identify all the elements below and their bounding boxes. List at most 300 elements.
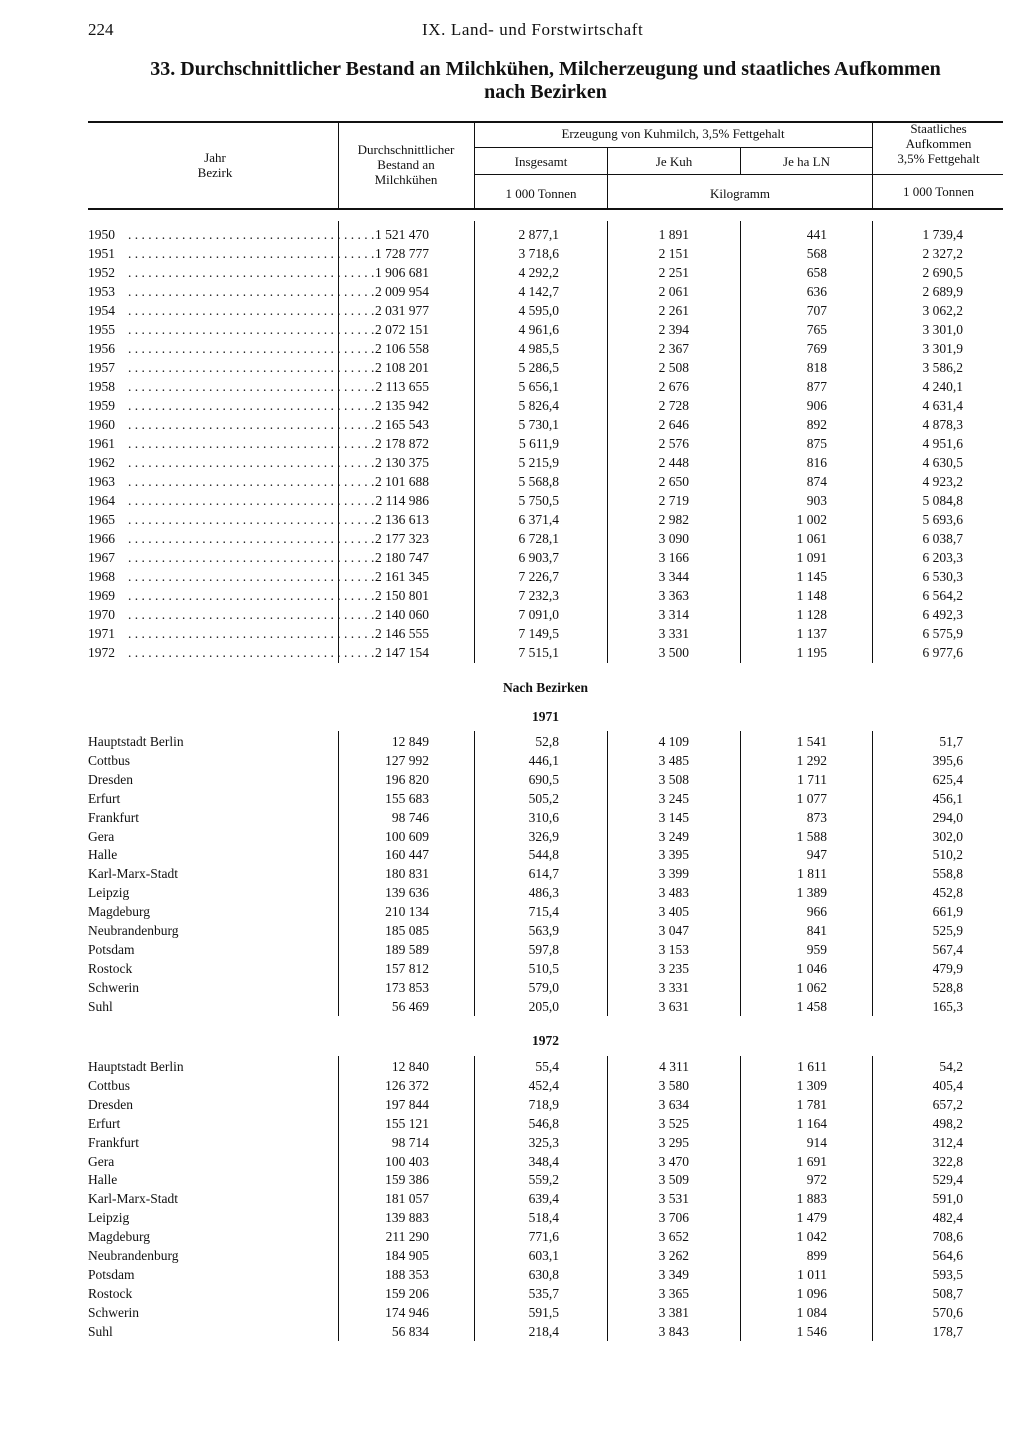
table-row: [88, 244, 1003, 263]
je-ha-cell: 1 164: [796, 1115, 827, 1131]
insgesamt-cell: 4 985,5: [518, 341, 559, 356]
je-ha-cell: 1 479: [796, 1210, 827, 1226]
insgesamt-cell: 325,3: [528, 1134, 559, 1150]
je-kuh-cell: 3 047: [658, 923, 689, 938]
aufkommen-cell: 54,2: [939, 1059, 963, 1074]
table-row: [88, 548, 1003, 567]
table-row: [88, 529, 1003, 548]
insgesamt-cell: 5 826,4: [518, 398, 559, 413]
table-row: [88, 978, 1003, 997]
aufkommen-cell: 661,9: [932, 904, 963, 920]
je-kuh-cell: 3 399: [658, 866, 689, 882]
insgesamt-cell: 591,5: [528, 1304, 559, 1320]
bestand-cell: 197 844: [385, 1096, 429, 1112]
je-ha-cell: 1 691: [796, 1153, 827, 1169]
bestand-cell: 173 853: [385, 979, 429, 995]
je-kuh-cell: 3 153: [658, 941, 689, 957]
insgesamt-cell: 55,4: [535, 1059, 559, 1074]
header-aufkommen: Staatliches Aufkommen 3,5% Fettgehalt: [897, 121, 980, 166]
header-unit-tonnen2: 1 000 Tonnen: [902, 184, 975, 199]
je-kuh-cell: 3 395: [658, 847, 689, 863]
aufkommen-cell: 558,8: [932, 866, 963, 882]
je-ha-cell: 959: [806, 941, 827, 957]
je-ha-cell: 1 148: [796, 588, 827, 603]
row-year: 1967 . . . . . . . . . . . . . . . . . . . . . . . . . . . . . . . . . . . . .: [88, 550, 375, 565]
je-ha-cell: 1 292: [796, 752, 827, 768]
table-row: [88, 921, 1003, 940]
row-bezirk: Schwerin . . .: [88, 978, 324, 997]
aufkommen-cell: 165,3: [932, 998, 963, 1014]
aufkommen-cell: 479,9: [932, 960, 963, 976]
row-year: 1972 . . . . . . . . . . . . . . . . . . . . . . . . . . . . . . . . . . . . .: [88, 645, 375, 660]
row-year: 1954 . . . . . . . . . . . . . . . . . . . . . . . . . . . . . . . . . . . . .: [88, 303, 375, 318]
je-ha-cell: 914: [806, 1134, 827, 1150]
table-row: [88, 1208, 1003, 1227]
je-kuh-cell: 3 470: [658, 1153, 689, 1169]
table-row: [88, 732, 1003, 751]
je-kuh-cell: 3 344: [658, 569, 689, 584]
table-row: [88, 282, 1003, 301]
insgesamt-cell: 7 149,5: [518, 626, 559, 641]
aufkommen-cell: 6 203,3: [922, 550, 963, 565]
je-kuh-cell: 1 891: [658, 227, 689, 242]
je-ha-cell: 818: [806, 360, 827, 375]
insgesamt-cell: 6 371,4: [518, 512, 559, 527]
header-unit-kg: Kilogramm: [710, 186, 770, 201]
aufkommen-cell: 6 530,3: [922, 569, 963, 584]
aufkommen-cell: 4 951,6: [922, 436, 963, 451]
je-ha-cell: 707: [806, 303, 827, 318]
insgesamt-cell: 5 286,5: [518, 360, 559, 375]
bestand-cell: 2 101 688: [375, 474, 429, 489]
bestand-cell: 12 849: [391, 734, 429, 749]
row-bezirk: Cottbus . . .: [88, 751, 324, 770]
row-bezirk: Hauptstadt Berlin . . .: [88, 1057, 324, 1076]
je-kuh-cell: 3 508: [658, 771, 689, 787]
row-year: 1963 . . . . . . . . . . . . . . . . . . . . . . . . . . . . . . . . . . . . .: [88, 474, 375, 489]
aufkommen-cell: 452,8: [932, 885, 963, 901]
row-year: 1961 . . . . . . . . . . . . . . . . . . . . . . . . . . . . . . . . . . . . .: [88, 436, 375, 451]
bestand-cell: 98 714: [391, 1134, 429, 1150]
bestand-cell: 2 146 555: [375, 626, 429, 641]
table-row: [88, 567, 1003, 586]
je-ha-cell: 1 541: [796, 734, 827, 749]
je-kuh-cell: 3 145: [658, 809, 689, 825]
insgesamt-cell: 5 656,1: [518, 379, 559, 394]
table-row: [88, 415, 1003, 434]
je-kuh-cell: 4 311: [659, 1059, 689, 1074]
aufkommen-cell: 564,6: [932, 1248, 963, 1263]
insgesamt-cell: 52,8: [535, 734, 559, 749]
header-jahr-bezirk: Jahr Bezirk: [197, 150, 233, 180]
table-row: [88, 997, 1003, 1016]
row-bezirk: Frankfurt . . .: [88, 808, 324, 827]
aufkommen-cell: 294,0: [932, 809, 963, 825]
je-kuh-cell: 3 634: [658, 1096, 689, 1112]
je-kuh-cell: 2 394: [658, 322, 689, 337]
header-divider-3: [607, 147, 608, 209]
insgesamt-cell: 6 728,1: [518, 531, 559, 546]
je-ha-cell: 873: [806, 809, 827, 825]
aufkommen-cell: 2 690,5: [922, 265, 963, 280]
table-row: [88, 586, 1003, 605]
table-row: [88, 358, 1003, 377]
aufkommen-cell: 657,2: [932, 1096, 963, 1112]
aufkommen-cell: 625,4: [932, 771, 963, 787]
je-kuh-cell: 2 650: [658, 474, 689, 489]
je-ha-cell: 1 389: [796, 885, 827, 901]
header-divider-5: [872, 121, 873, 209]
insgesamt-cell: 718,9: [528, 1096, 559, 1112]
je-ha-cell: 1 309: [796, 1077, 827, 1093]
table-row: [88, 491, 1003, 510]
bestand-cell: 2 150 801: [375, 588, 429, 603]
section-label-1971: 1971: [532, 709, 559, 724]
je-ha-cell: 769: [806, 341, 827, 356]
aufkommen-cell: 529,4: [932, 1172, 963, 1188]
bestand-cell: 56 469: [391, 998, 429, 1014]
insgesamt-cell: 559,2: [528, 1172, 559, 1188]
je-ha-cell: 1 002: [796, 512, 827, 527]
bestand-cell: 2 177 323: [375, 531, 429, 546]
insgesamt-cell: 4 142,7: [518, 284, 559, 299]
aufkommen-cell: 6 038,7: [922, 531, 963, 546]
insgesamt-cell: 5 750,5: [518, 493, 559, 508]
row-bezirk: Erfurt . . .: [88, 1114, 324, 1133]
table-row: [88, 301, 1003, 320]
je-ha-cell: 1 711: [797, 771, 827, 787]
aufkommen-cell: 5 693,6: [922, 512, 963, 527]
je-ha-cell: 875: [806, 436, 827, 451]
table-row: [88, 864, 1003, 883]
insgesamt-cell: 4 961,6: [518, 322, 559, 337]
table-row: [88, 377, 1003, 396]
row-year: 1962 . . . . . . . . . . . . . . . . . . . . . . . . . . . . . . . . . . . . .: [88, 455, 375, 470]
aufkommen-cell: 6 564,2: [922, 588, 963, 603]
je-ha-cell: 1 546: [796, 1323, 827, 1339]
bestand-cell: 196 820: [385, 771, 429, 787]
insgesamt-cell: 5 215,9: [518, 455, 559, 470]
je-kuh-cell: 2 719: [658, 493, 689, 508]
table-row: [88, 1265, 1003, 1284]
je-ha-cell: 1 077: [796, 790, 827, 806]
aufkommen-cell: 312,4: [932, 1134, 963, 1150]
je-ha-cell: 906: [806, 398, 827, 413]
je-kuh-cell: 2 728: [658, 398, 689, 413]
aufkommen-cell: 591,0: [932, 1191, 963, 1207]
table-row: [88, 808, 1003, 827]
bestand-cell: 189 589: [385, 941, 429, 957]
aufkommen-cell: 1 739,4: [922, 227, 963, 242]
je-kuh-cell: 3 652: [658, 1229, 689, 1245]
row-bezirk: Rostock . . .: [88, 1284, 324, 1303]
je-kuh-cell: 3 331: [658, 626, 689, 641]
je-kuh-cell: 2 676: [658, 379, 689, 394]
bestand-cell: 56 834: [391, 1323, 429, 1339]
header-bottom-rule: [88, 208, 1003, 210]
row-bezirk: Potsdam . . .: [88, 940, 324, 959]
bestand-cell: 185 085: [385, 923, 429, 938]
header-insgesamt: Insgesamt: [514, 154, 568, 169]
aufkommen-cell: 302,0: [932, 828, 963, 844]
insgesamt-cell: 518,4: [528, 1210, 559, 1226]
je-kuh-cell: 3 245: [658, 790, 689, 806]
row-year: 1950 . . . . . . . . . . . . . . . . . . . . . . . . . . . . . . . . . . . . .: [88, 227, 375, 242]
je-kuh-cell: 3 363: [658, 588, 689, 603]
bestand-cell: 127 992: [385, 752, 429, 768]
table-row: [88, 624, 1003, 643]
bestand-cell: 1 521 470: [375, 227, 429, 242]
je-ha-cell: 568: [806, 246, 827, 261]
header-unit-tonnen: 1 000 Tonnen: [505, 186, 577, 201]
je-ha-cell: 1 811: [797, 866, 827, 882]
table-row: [88, 1246, 1003, 1265]
aufkommen-cell: 5 084,8: [922, 493, 963, 508]
row-bezirk: Hauptstadt Berlin . . .: [88, 732, 324, 751]
table-row: [88, 396, 1003, 415]
insgesamt-cell: 7 091,0: [518, 607, 559, 622]
table-row: [88, 845, 1003, 864]
insgesamt-cell: 5 730,1: [518, 417, 559, 432]
row-bezirk: Magdeburg . . .: [88, 1227, 324, 1246]
insgesamt-cell: 5 568,8: [518, 474, 559, 489]
je-ha-cell: 1 096: [796, 1285, 827, 1301]
table-row: [88, 1076, 1003, 1095]
aufkommen-cell: 510,2: [932, 847, 963, 863]
aufkommen-cell: 525,9: [932, 923, 963, 938]
table-row: [88, 339, 1003, 358]
aufkommen-cell: 405,4: [932, 1077, 963, 1093]
bestand-cell: 180 831: [385, 866, 429, 882]
insgesamt-cell: 205,0: [528, 998, 559, 1014]
bestand-cell: 2 113 655: [375, 379, 429, 394]
table-row: [88, 1095, 1003, 1114]
aufkommen-cell: 3 062,2: [922, 303, 963, 318]
insgesamt-cell: 2 877,1: [518, 227, 559, 242]
je-kuh-cell: 3 314: [658, 607, 689, 622]
insgesamt-cell: 446,1: [528, 752, 559, 768]
row-year: 1966 . . . . . . . . . . . . . . . . . . . . . . . . . . . . . . . . . . . . .: [88, 531, 375, 546]
insgesamt-cell: 7 515,1: [518, 645, 559, 660]
insgesamt-cell: 639,4: [528, 1191, 559, 1207]
je-ha-cell: 1 883: [796, 1191, 827, 1207]
je-kuh-cell: 2 508: [658, 360, 689, 375]
aufkommen-cell: 6 977,6: [922, 645, 963, 660]
row-bezirk: Neubrandenburg . . .: [88, 1246, 324, 1265]
row-year: 1952 . . . . . . . . . . . . . . . . . . . . . . . . . . . . . . . . . . . . .: [88, 265, 375, 280]
aufkommen-cell: 178,7: [932, 1323, 963, 1339]
bestand-cell: 2 136 613: [375, 512, 429, 527]
bestand-cell: 155 683: [385, 790, 429, 806]
bestand-cell: 126 372: [385, 1077, 429, 1093]
bestand-cell: 2 178 872: [375, 436, 429, 451]
aufkommen-cell: 51,7: [939, 734, 963, 749]
table-row: [88, 225, 1003, 244]
table-row: [88, 1133, 1003, 1152]
row-year: 1970 . . . . . . . . . . . . . . . . . . . . . . . . . . . . . . . . . . . . .: [88, 607, 375, 622]
aufkommen-cell: 395,6: [932, 752, 963, 768]
table-row: [88, 883, 1003, 902]
row-bezirk: Suhl . . .: [88, 997, 324, 1016]
bestand-cell: 2 161 345: [375, 569, 429, 584]
bestand-cell: 174 946: [385, 1304, 429, 1320]
table-title-line2: nach Bezirken: [484, 81, 607, 103]
je-kuh-cell: 3 580: [658, 1077, 689, 1093]
table-row: [88, 510, 1003, 529]
je-ha-cell: 899: [806, 1248, 827, 1263]
table-row: [88, 770, 1003, 789]
row-year: 1965 . . . . . . . . . . . . . . . . . . . . . . . . . . . . . . . . . . . . .: [88, 512, 375, 527]
table-row: [88, 940, 1003, 959]
row-year: 1956 . . . . . . . . . . . . . . . . . . . . . . . . . . . . . . . . . . . . .: [88, 341, 375, 356]
je-kuh-cell: 3 631: [658, 998, 689, 1014]
insgesamt-cell: 326,9: [528, 828, 559, 844]
row-bezirk: Schwerin . . .: [88, 1303, 324, 1322]
row-year: 1969 . . . . . . . . . . . . . . . . . . . . . . . . . . . . . . . . . . . . .: [88, 588, 375, 603]
je-ha-cell: 1 128: [796, 607, 827, 622]
table-row: [88, 1284, 1003, 1303]
bestand-cell: 2 165 543: [375, 417, 429, 432]
row-bezirk: Dresden . . .: [88, 1095, 324, 1114]
table-row: [88, 751, 1003, 770]
bestand-cell: 2 114 986: [375, 493, 429, 508]
row-bezirk: Dresden . . .: [88, 770, 324, 789]
aufkommen-cell: 593,5: [932, 1266, 963, 1282]
je-ha-cell: 658: [806, 265, 827, 280]
aufkommen-cell: 456,1: [932, 790, 963, 806]
je-ha-cell: 966: [806, 904, 827, 920]
row-bezirk: Neubrandenburg . . .: [88, 921, 324, 940]
table-title: [88, 58, 1003, 104]
je-kuh-cell: 3 381: [658, 1304, 689, 1320]
header-bestand: Durchschnittlicher Bestand an Milchkühen: [357, 142, 455, 187]
header-divider-2: [474, 121, 475, 209]
aufkommen-cell: 567,4: [932, 941, 963, 957]
row-bezirk: Gera . . .: [88, 1152, 324, 1171]
aufkommen-cell: 570,6: [932, 1304, 963, 1320]
je-kuh-cell: 2 448: [658, 455, 689, 470]
je-ha-cell: 816: [806, 455, 827, 470]
je-ha-cell: 1 588: [796, 828, 827, 844]
je-ha-cell: 1 062: [796, 979, 827, 995]
insgesamt-cell: 310,6: [528, 809, 559, 825]
bestand-cell: 2 180 747: [375, 550, 429, 565]
table-row: [88, 1227, 1003, 1246]
row-bezirk: Leipzig . . .: [88, 1208, 324, 1227]
je-kuh-cell: 2 261: [658, 303, 689, 318]
insgesamt-cell: 690,5: [528, 771, 559, 787]
je-kuh-cell: 3 349: [658, 1266, 689, 1282]
je-kuh-cell: 3 262: [658, 1248, 689, 1263]
je-ha-cell: 765: [806, 322, 827, 337]
insgesamt-cell: 3 718,6: [518, 246, 559, 261]
je-ha-cell: 877: [806, 379, 827, 394]
row-bezirk: Halle . . .: [88, 1170, 324, 1189]
table-row: [88, 789, 1003, 808]
row-year: 1953 . . . . . . . . . . . . . . . . . . . . . . . . . . . . . . . . . . . . .: [88, 284, 375, 299]
je-kuh-cell: 2 367: [658, 341, 689, 356]
page-header: [88, 20, 994, 46]
insgesamt-cell: 630,8: [528, 1266, 559, 1282]
aufkommen-cell: 3 301,0: [922, 322, 963, 337]
je-kuh-cell: 3 405: [658, 904, 689, 920]
row-bezirk: Gera . . .: [88, 827, 324, 846]
header-divider-1: [338, 121, 339, 209]
row-bezirk: Magdeburg . . .: [88, 902, 324, 921]
header-divider-4: [740, 147, 741, 175]
aufkommen-cell: 528,8: [932, 979, 963, 995]
je-kuh-cell: 2 251: [658, 265, 689, 280]
je-kuh-cell: 3 166: [658, 550, 689, 565]
row-bezirk: Frankfurt . . .: [88, 1133, 324, 1152]
insgesamt-cell: 5 611,9: [519, 436, 559, 451]
je-ha-cell: 947: [806, 847, 827, 863]
insgesamt-cell: 715,4: [528, 904, 559, 920]
table-row: [88, 605, 1003, 624]
bestand-cell: 12 840: [391, 1059, 429, 1074]
insgesamt-cell: 614,7: [528, 866, 559, 882]
bestand-cell: 2 009 954: [375, 284, 429, 299]
row-year: 1957 . . . . . . . . . . . . . . . . . . . . . . . . . . . . . . . . . . . . .: [88, 360, 375, 375]
je-ha-cell: 1 145: [796, 569, 827, 584]
je-kuh-cell: 3 525: [658, 1115, 689, 1131]
je-kuh-cell: 3 483: [658, 885, 689, 901]
je-kuh-cell: 3 365: [658, 1285, 689, 1301]
insgesamt-cell: 535,7: [528, 1285, 559, 1301]
je-ha-cell: 903: [806, 493, 827, 508]
row-year: 1971 . . . . . . . . . . . . . . . . . . . . . . . . . . . . . . . . . . . . .: [88, 626, 375, 641]
bestand-cell: 1 906 681: [375, 265, 429, 280]
row-bezirk: Erfurt . . .: [88, 789, 324, 808]
je-kuh-cell: 3 531: [658, 1191, 689, 1207]
aufkommen-cell: 708,6: [932, 1229, 963, 1245]
row-bezirk: Potsdam . . .: [88, 1265, 324, 1284]
je-kuh-cell: 2 576: [658, 436, 689, 451]
insgesamt-cell: 7 226,7: [518, 569, 559, 584]
je-kuh-cell: 3 500: [658, 645, 689, 660]
insgesamt-cell: 603,1: [528, 1248, 559, 1263]
aufkommen-cell: 2 689,9: [922, 284, 963, 299]
insgesamt-cell: 4 595,0: [518, 303, 559, 318]
je-ha-cell: 1 011: [797, 1266, 827, 1282]
bestand-cell: 2 031 977: [375, 303, 429, 318]
bestand-cell: 211 290: [385, 1229, 429, 1245]
chapter-title: IX. Land- und Forstwirtschaft: [422, 20, 644, 39]
bestand-cell: 100 609: [385, 828, 429, 844]
header-rule-erzeugung: [474, 147, 872, 148]
row-bezirk: Karl-Marx-Stadt . . .: [88, 864, 324, 883]
insgesamt-cell: 505,2: [528, 790, 559, 806]
table-row: [88, 453, 1003, 472]
aufkommen-cell: 3 301,9: [922, 341, 963, 356]
bestand-cell: 2 130 375: [375, 455, 429, 470]
bestand-cell: 2 147 154: [375, 645, 429, 660]
insgesamt-cell: 348,4: [528, 1153, 559, 1169]
je-ha-cell: 1 046: [796, 960, 827, 976]
table-row: [88, 472, 1003, 491]
bestand-cell: 188 353: [385, 1266, 429, 1282]
je-kuh-cell: 3 843: [658, 1323, 689, 1339]
bestand-cell: 181 057: [385, 1191, 429, 1207]
je-kuh-cell: 3 509: [658, 1172, 689, 1188]
insgesamt-cell: 486,3: [528, 885, 559, 901]
je-kuh-cell: 3 235: [658, 960, 689, 976]
je-ha-cell: 1 084: [796, 1304, 827, 1320]
table-row: [88, 827, 1003, 846]
bestand-cell: 159 206: [385, 1285, 429, 1301]
table-row: [88, 320, 1003, 339]
table-row: [88, 1170, 1003, 1189]
